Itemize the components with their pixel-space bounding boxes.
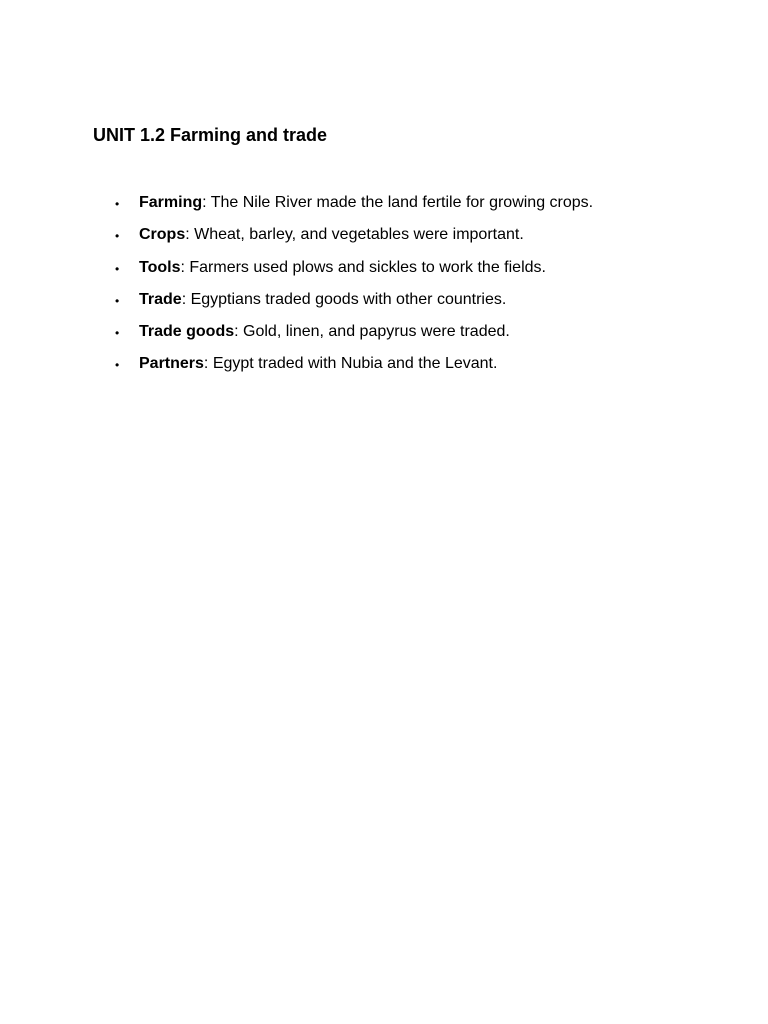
list-item <box>93 223 593 255</box>
list-item-text: : Wheat, barley, and vegetables were important. <box>185 226 524 244</box>
list-item-text: : Egyptians traded goods with other countries. <box>181 290 507 308</box>
list-item-term: Tools <box>139 258 181 276</box>
list-item-term: Trade goods <box>139 323 235 341</box>
bullet-icon: • <box>115 229 120 244</box>
page-title: UNIT 1.2 Farming and trade <box>93 125 328 145</box>
list-item-term: Farming <box>139 194 203 211</box>
list-item <box>93 191 593 223</box>
list-item-text: : Farmers used plows and sickles to work the fields. <box>180 258 546 276</box>
list-item <box>93 288 593 320</box>
list-item-term: Partners <box>139 355 204 373</box>
bullet-icon: • <box>115 293 120 308</box>
list-item <box>93 256 593 288</box>
list-item-term: Trade <box>139 290 182 308</box>
bullet-icon: • <box>115 358 120 373</box>
bullet-icon: • <box>115 326 120 341</box>
bullet-list <box>93 191 593 385</box>
list-item-term: Crops <box>139 226 186 244</box>
list-item-text: : Gold, linen, and papyrus were traded. <box>234 323 510 341</box>
list-item <box>93 320 593 352</box>
bullet-icon: • <box>115 261 120 276</box>
list-item-text: : Egypt traded with Nubia and the Levant. <box>203 355 498 373</box>
bullet-icon: • <box>115 197 120 211</box>
list-item <box>93 352 593 384</box>
list-item-text: : The Nile River made the land fertile for growing crops. <box>202 194 594 211</box>
